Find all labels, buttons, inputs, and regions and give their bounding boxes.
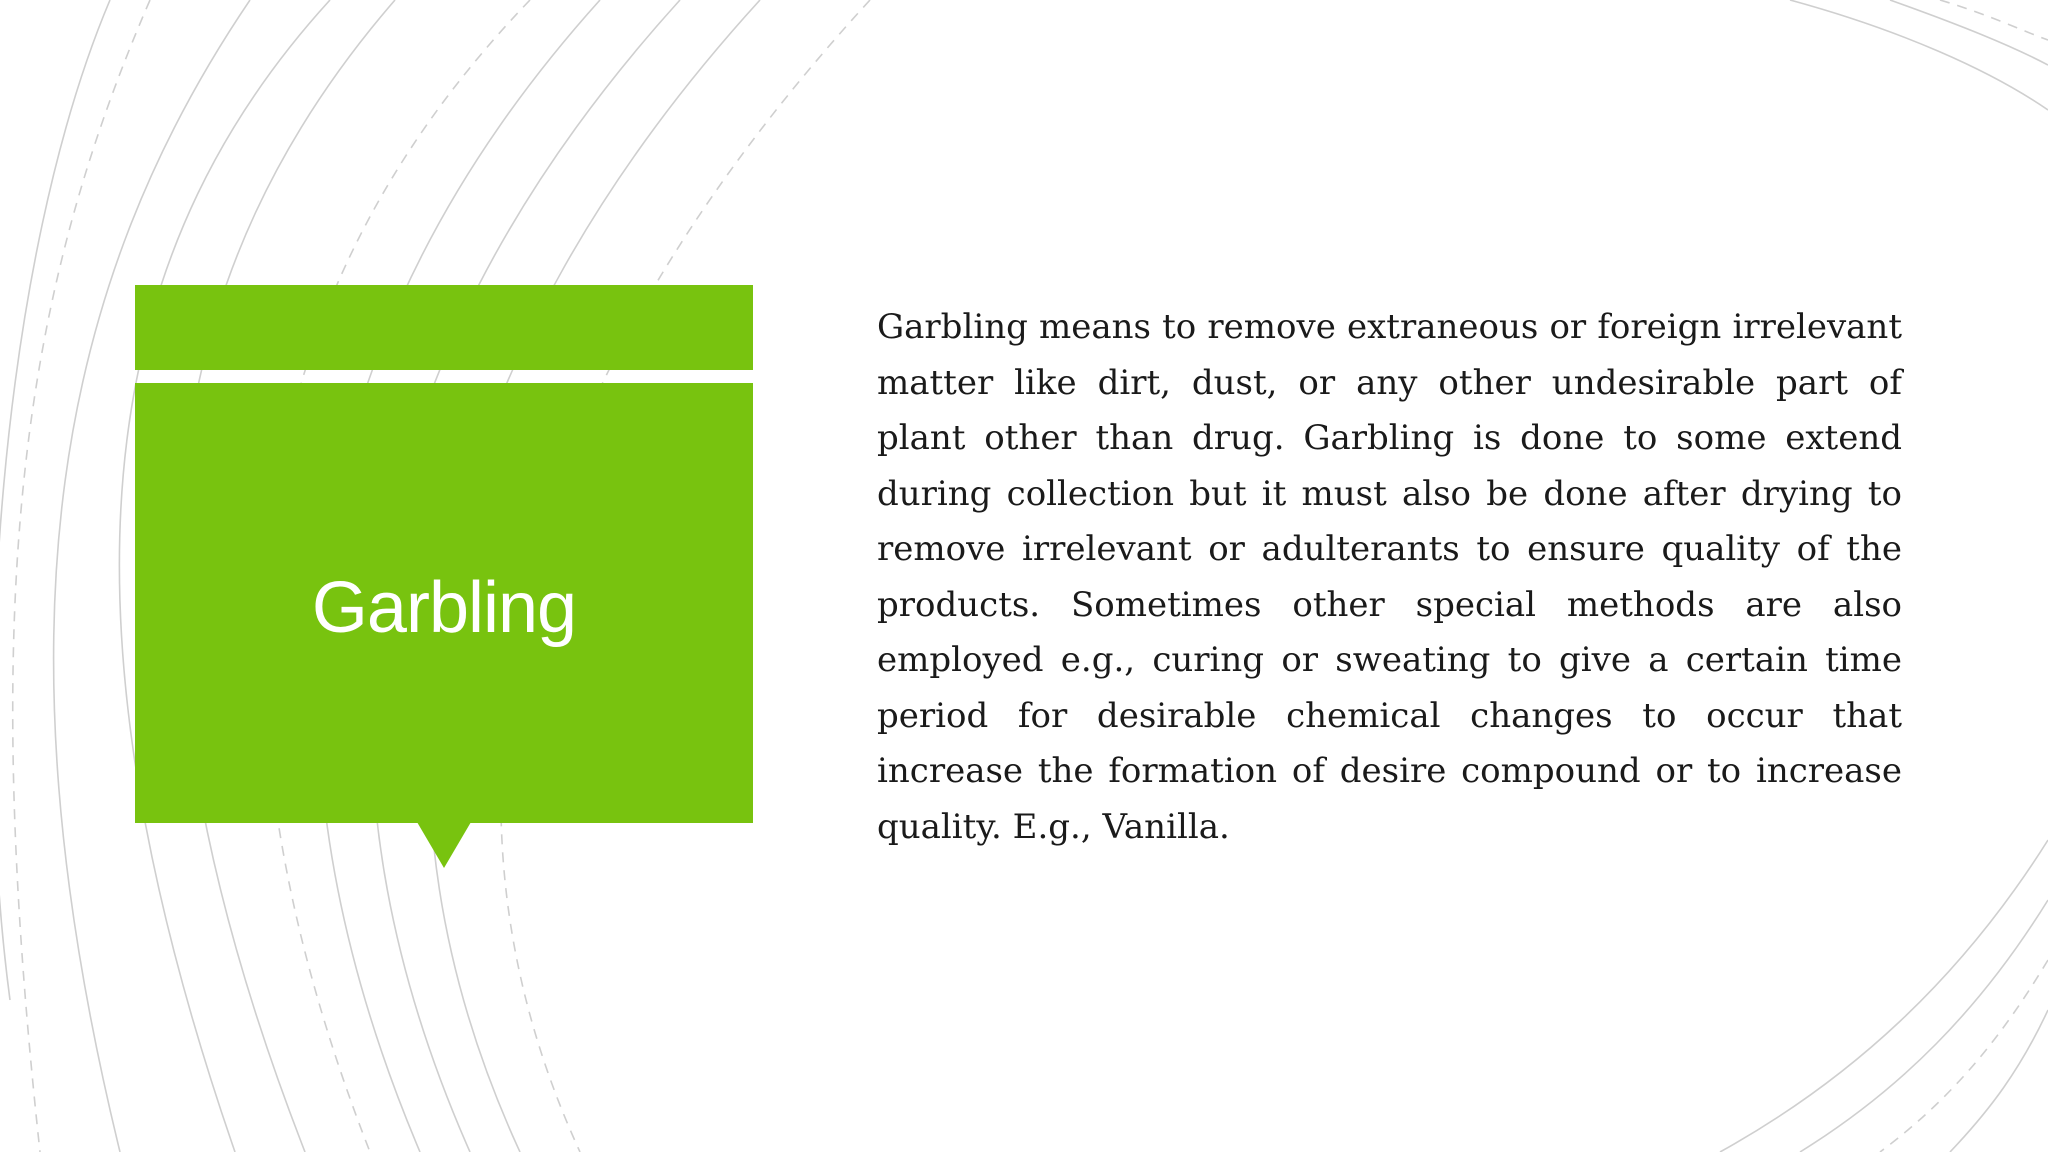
callout-pointer <box>417 822 471 868</box>
body-paragraph: Garbling means to remove extraneous or foreign irrelevant matter like dirt, dust, or any other undesirable part of plant other than drug. Garbling is done to some extend during collection but it must also be done after drying to remove irrelevant or adulterants to ensure quality of the products. Sometimes other special methods are also employed e.g., curing or sweating to give a certain time period for desirable chemical changes to occur that increase the formation of desire compound or to increase quality. E.g., Vanilla. <box>877 307 1902 847</box>
title-callout-box <box>135 383 753 823</box>
title-accent-bar <box>135 285 753 370</box>
slide-title: Garbling <box>311 568 577 648</box>
